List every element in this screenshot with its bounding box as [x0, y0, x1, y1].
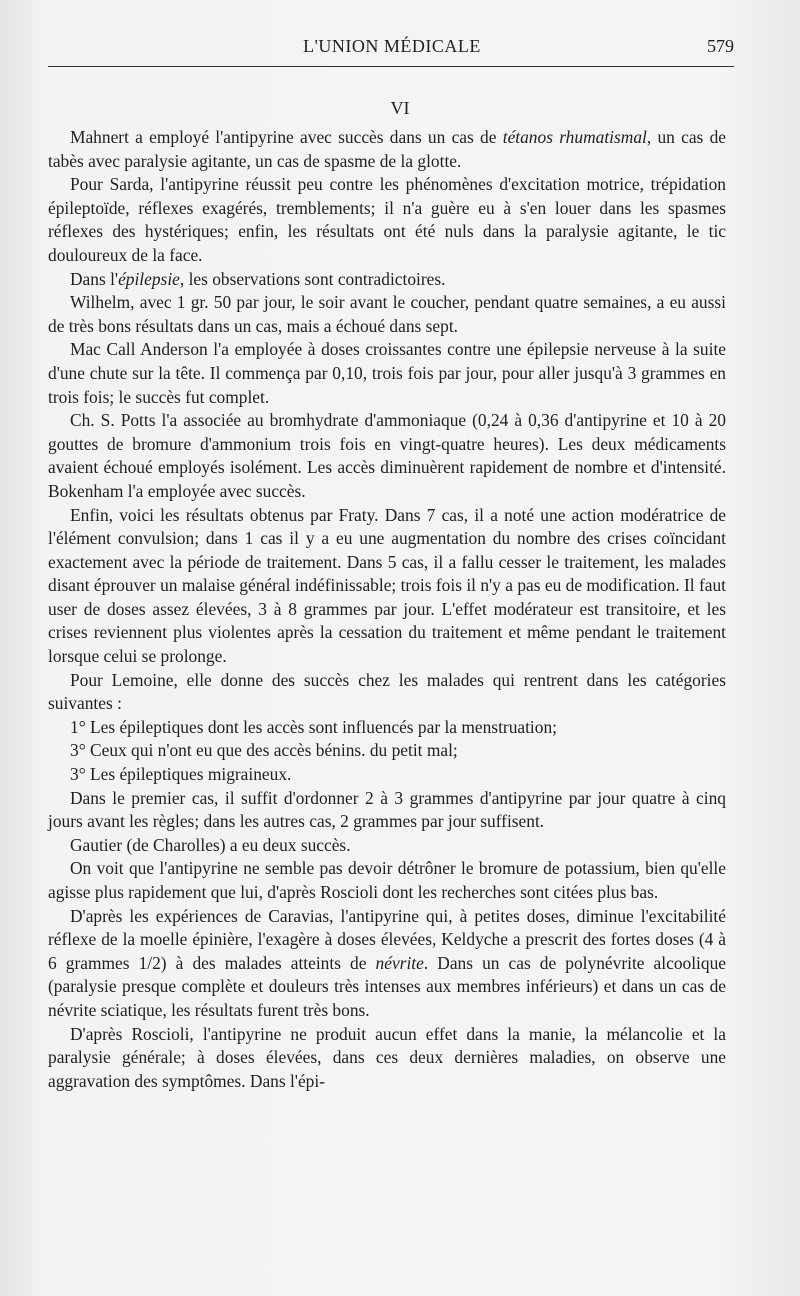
text-run: , un cas de tabès avec paralysie agitante, un cas de spasme de la glotte. [48, 127, 727, 171]
text-run: Gautier (de Charolles) a eu deux succès. [70, 834, 351, 855]
body-text [48, 126, 726, 1093]
paragraph [48, 905, 726, 1023]
text-run: D'après Roscioli, l'antipyrine ne produit aucun effet dans la manie, la mélancolie et la paralysie générale; à doses élevées, dans ces deux dernières maladies, on observe une aggravation des symptômes. Dans l'épi- [48, 1023, 726, 1091]
text-run: Pour Lemoine, elle donne des succès chez les malades qui rentrent dans les catégories suivantes : [48, 669, 726, 714]
header-rule [48, 66, 734, 67]
paragraph [48, 1023, 726, 1094]
text-run: Enfin, voici les résultats obtenus par Fraty. Dans 7 cas, il a noté une action modératrice de l'élément convulsion; dans 1 cas il y a eu une augmentation du nombre des crises coïncidant exactement avec la période de traitement. Dans 5 cas, il a fallu cesser le traitement, les malades disant éprouver un malaise général indéfinissable; trois fois il n'y a pas eu de modification. Il faut user de doses assez élevées, 3 à 8 grammes par jour. L'effet modérateur est transitoire, et les crises reviennent plus violentes après la cessation du traitement et même pendant le traitement lorsque celui se prolonge. [48, 504, 726, 667]
text-run: Mahnert a employé l'antipyrine avec succès dans un cas de [70, 127, 503, 147]
text-run: Dans le premier cas, il suffit d'ordonner 2 à 3 grammes d'antipyrine par jour quatre à cinq jours avant les règles; dans les autres cas, 2 grammes par jour suffisent. [48, 787, 726, 832]
italic-term: épilepsie [118, 268, 180, 289]
italic-term: tétanos rhumatismal [502, 127, 647, 147]
italic-term: névrite [375, 952, 424, 973]
text-run: Wilhelm, avec 1 gr. 50 par jour, le soir avant le coucher, pendant quatre semaines, a eu aussi de très bons résultats dans un cas, mais a échoué dans sept. [48, 292, 726, 336]
paragraph [48, 338, 726, 409]
paragraph [48, 268, 726, 292]
text-run: 3° Les épileptiques migraineux. [70, 764, 292, 785]
paragraph [48, 126, 726, 173]
journal-title: L'UNION MÉDICALE [303, 36, 481, 56]
text-run: Ch. S. Potts l'a associée au bromhydrate d'ammoniaque (0,24 à 0,36 d'antipyrine et 10 à 20 gouttes de bromure d'ammonium trois fois en vingt-quatre heures). Les deux médicaments avaient échoué employés isolément. Les accès diminuèrent rapidement de nombre et d'intensité. Bokenham l'a employée avec succès. [48, 410, 726, 501]
paragraph [48, 763, 726, 787]
paragraph [48, 173, 726, 267]
paragraph [48, 857, 726, 904]
text-run: , les observations sont contradictoires. [179, 268, 446, 289]
text-run: 1° Les épileptiques dont les accès sont influencés par la menstruation; [70, 716, 557, 737]
text-run: Mac Call Anderson l'a employée à doses croissantes contre une épilepsie nerveuse à la suite d'une chute sur la tête. Il commença par 0,10, trois fois par jour, pour aller jusqu'à 3 grammes en trois fois; le succès fut complet. [48, 339, 726, 407]
text-run: Pour Sarda, l'antipyrine réussit peu contre les phénomènes d'excitation motrice, trépidation épileptoïde, réflexes exagérés, tremblements; il n'a guère eu à s'en louer dans les spasmes réflexes des hystériques; enfin, les résultats ont été nuls dans la paralysie agitante, le tic douloureux de la face. [48, 174, 726, 265]
paragraph [48, 787, 726, 834]
paragraph [48, 716, 726, 740]
paragraph [48, 504, 726, 669]
paragraph [48, 739, 726, 763]
paragraph [48, 834, 726, 858]
text-run: . Dans un cas de polynévrite alcoolique (paralysie presque complète et douleurs très intenses aux membres inférieurs) et dans un cas de névrite sciatique, les résultats furent très bons. [48, 952, 726, 1020]
paragraph [48, 409, 726, 503]
text-run: Dans l' [70, 268, 119, 289]
paragraph [48, 669, 726, 716]
text-run: On voit que l'antipyrine ne semble pas devoir détrôner le bromure de potassium, bien qu'elle agisse plus rapidement que lui, d'après Roscioli dont les recherches sont citées plus bas. [48, 858, 726, 902]
text-run: D'après les expériences de Caravias, l'antipyrine qui, à petites doses, diminue l'excitabilité réflexe de la moelle épinière, l'exagère à doses élevées, Keldyche a prescrit des fortes doses (4 à 6 grammes 1/2) à des malades atteints de [48, 905, 726, 973]
text-run: 3° Ceux qui n'ont eu que des accès bénins. du petit mal; [70, 740, 458, 761]
page-number: 579 [707, 36, 734, 56]
paragraph [48, 291, 726, 338]
running-head [50, 36, 734, 60]
section-number: VI [390, 98, 410, 118]
